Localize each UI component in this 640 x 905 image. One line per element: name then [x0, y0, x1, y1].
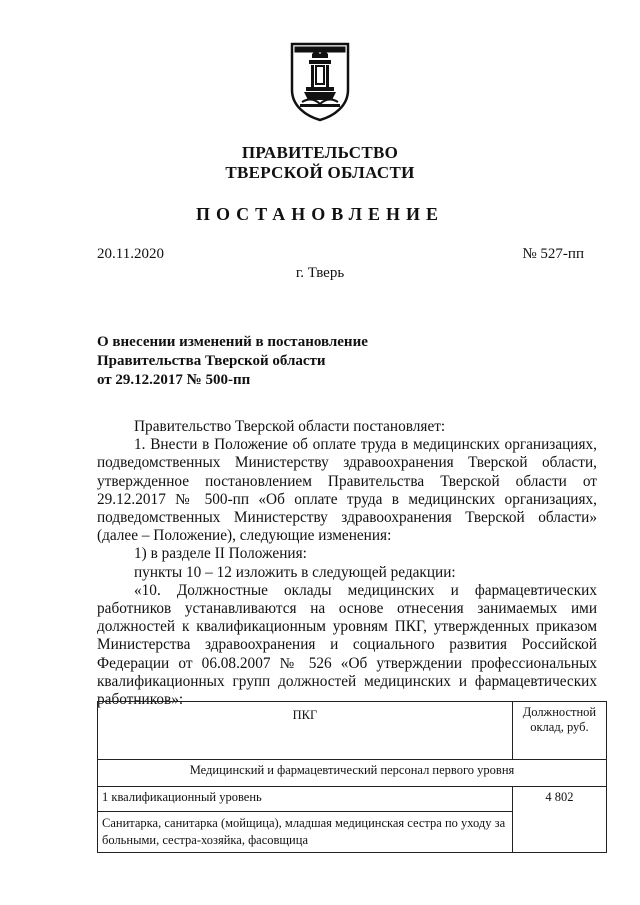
subject-line2: Правительства Тверской области [97, 353, 326, 369]
subject-line3: от 29.12.2017 № 500-пп [97, 372, 251, 388]
salary-table [97, 701, 607, 853]
document-city: г. Тверь [295, 265, 345, 281]
table-header-salary: Должностной оклад, руб. [512, 702, 606, 760]
body-paragraph: 1) в разделе II Положения: [134, 545, 307, 563]
document-type-title: ПОСТАНОВЛЕНИЕ [195, 204, 445, 224]
subject-line1: О внесении изменений в постановление [97, 334, 368, 350]
government-name-line1: ПРАВИТЕЛЬСТВО [241, 143, 399, 162]
government-name-line2: ТВЕРСКОЙ ОБЛАСТИ [225, 163, 415, 182]
table-row [98, 760, 607, 787]
table-header-pkg: ПКГ [98, 702, 513, 760]
body-paragraph: пункты 10 – 12 изложить в следующей редакции: [134, 563, 456, 581]
body-paragraph: 1. Внести в Положение об оплате труда в медицинских организациях, подведомственных Министерству здравоохранения Тверской области, утвержденное постановлением Правительства Тверской области от 29.12.2017 № 500-пп «Об оплате труда в медицинских организациях, подведомственных Министерству здравоохранения Тверской области» (далее – Положение), следующие изменения: [97, 436, 597, 545]
table-positions: Санитарка, санитарка (мойщица), младшая медицинская сестра по уходу за больными, сестра-хозяйка, фасовщица [98, 812, 513, 853]
table-header-row [98, 702, 607, 760]
document-subject [97, 333, 457, 390]
table-group-title: Медицинский и фармацевтический персонал первого уровня [98, 760, 607, 787]
body-paragraph: «10. Должностные оклады медицинских и фармацевтических работников устанавливаются на основе отнесения занимаемых ими должностей к квалификационным уровням ПКГ, утвержденных приказом Министерства здравоохранения и социального развития Российской Федерации от 06.08.2007 № 526 «Об утверждении профессиональных квалификационных групп должностей медицинских и фармацевтических работников»: [97, 581, 597, 709]
body-paragraph: Правительство Тверской области постановляет: [134, 418, 446, 435]
document-number: № 527-пп [522, 246, 584, 262]
table-row [98, 787, 607, 812]
document-body [97, 418, 597, 709]
table-level-label: 1 квалификационный уровень [98, 787, 513, 812]
document-date: 20.11.2020 [97, 246, 164, 262]
table-level-salary: 4 802 [512, 787, 606, 853]
coat-of-arms-icon [288, 40, 352, 122]
